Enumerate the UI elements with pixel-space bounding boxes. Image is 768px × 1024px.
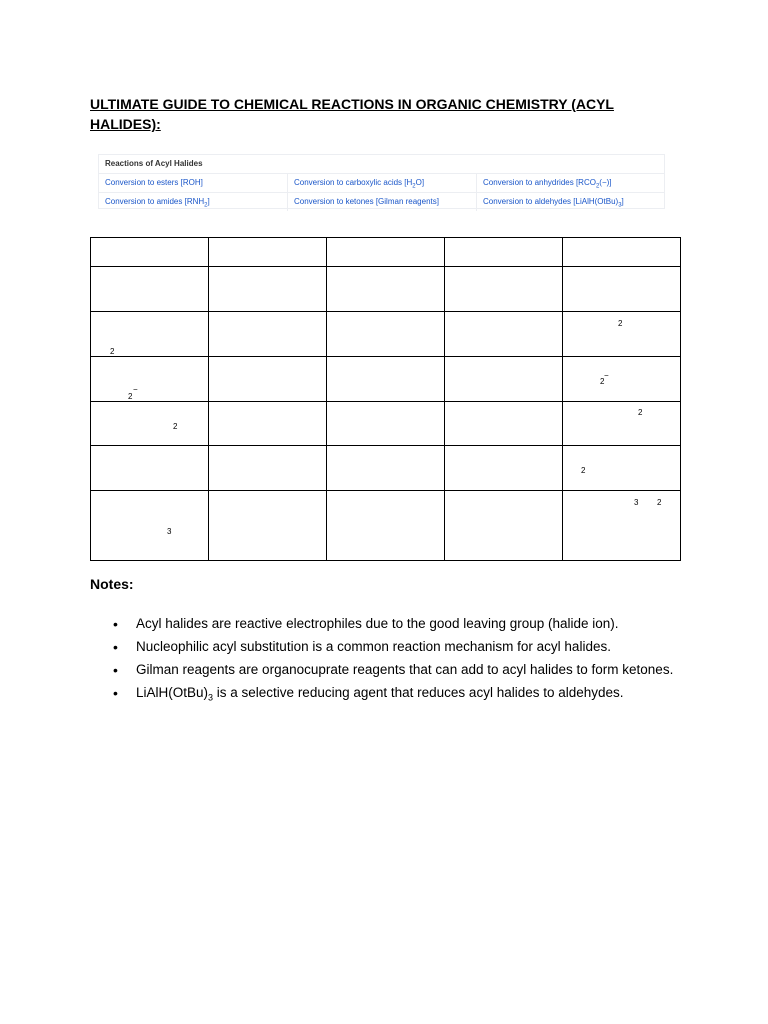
link-esters[interactable]: Conversion to esters [ROH] bbox=[99, 174, 288, 192]
bullet-icon: • bbox=[113, 639, 118, 655]
list-item bbox=[90, 637, 680, 657]
subscript-fragment: 2 bbox=[581, 466, 586, 475]
table-row bbox=[91, 402, 681, 446]
link-carboxylic-acids[interactable] bbox=[288, 174, 477, 192]
table-row bbox=[91, 238, 681, 267]
bullet-icon: • bbox=[113, 662, 118, 678]
table-cell bbox=[91, 491, 209, 561]
notes-heading: Notes: bbox=[90, 576, 134, 592]
table-cell bbox=[209, 267, 327, 312]
nav-row bbox=[99, 174, 664, 193]
table-cell bbox=[209, 446, 327, 491]
table-cell bbox=[563, 267, 681, 312]
table-cell bbox=[327, 491, 445, 561]
table-cell bbox=[445, 402, 563, 446]
subscript-fragment: 2 bbox=[657, 498, 662, 507]
table-cell bbox=[563, 491, 681, 561]
link-amides[interactable] bbox=[99, 193, 288, 211]
table-row bbox=[91, 312, 681, 357]
link-text: Conversion to anhydrides [RCO bbox=[483, 178, 596, 187]
link-anhydrides[interactable] bbox=[477, 174, 664, 192]
table-cell bbox=[91, 312, 209, 357]
table-cell bbox=[445, 491, 563, 561]
link-aldehydes[interactable] bbox=[477, 193, 664, 211]
subscript-fragment: 2 bbox=[173, 422, 178, 431]
table-cell bbox=[563, 238, 681, 267]
page-title: ULTIMATE GUIDE TO CHEMICAL REACTIONS IN ORGANIC CHEMISTRY (ACYL HALIDES): bbox=[90, 96, 614, 132]
subscript-fragment: 2 bbox=[638, 408, 643, 417]
table-cell bbox=[91, 238, 209, 267]
table-cell bbox=[209, 402, 327, 446]
subscript: 3 bbox=[208, 692, 214, 703]
table-row bbox=[91, 267, 681, 312]
charge-fragment: − bbox=[604, 371, 609, 380]
table-cell bbox=[327, 238, 445, 267]
subscript-fragment: 2 bbox=[600, 377, 605, 386]
table-cell bbox=[563, 312, 681, 357]
link-text: Conversion to amides [RNH bbox=[105, 197, 205, 206]
subscript-fragment: 3 bbox=[167, 527, 172, 536]
link-text: O] bbox=[415, 178, 425, 187]
table-cell bbox=[445, 238, 563, 267]
subscript-fragment: 3 bbox=[634, 498, 639, 507]
subscript-fragment: 2 bbox=[128, 392, 133, 401]
table-cell bbox=[563, 446, 681, 491]
nav-row bbox=[99, 193, 664, 211]
table-cell bbox=[445, 312, 563, 357]
link-text: (−)] bbox=[599, 178, 612, 187]
list-item bbox=[90, 614, 680, 634]
subscript: 3 bbox=[618, 202, 622, 209]
link-text: ] bbox=[621, 197, 624, 206]
table-cell bbox=[445, 446, 563, 491]
link-text: Conversion to aldehydes [LiAlH(OtBu) bbox=[483, 197, 619, 206]
table-cell bbox=[209, 238, 327, 267]
reactions-nav-box bbox=[98, 154, 665, 209]
table-row bbox=[91, 357, 681, 402]
table-row bbox=[91, 446, 681, 491]
nav-box-heading: Reactions of Acyl Halides bbox=[99, 155, 664, 174]
subscript-fragment: 2 bbox=[618, 319, 623, 328]
charge-fragment: − bbox=[133, 385, 138, 394]
table-cell bbox=[209, 357, 327, 402]
bullet-icon: • bbox=[113, 685, 118, 701]
table-cell bbox=[563, 357, 681, 402]
table-cell bbox=[209, 312, 327, 357]
table-cell bbox=[327, 267, 445, 312]
list-item bbox=[90, 660, 680, 680]
bullet-icon: • bbox=[113, 616, 118, 632]
table-cell bbox=[563, 402, 681, 446]
table-cell bbox=[91, 446, 209, 491]
link-ketones[interactable]: Conversion to ketones [Gilman reagents] bbox=[288, 193, 477, 211]
table-cell bbox=[209, 491, 327, 561]
table-cell bbox=[91, 357, 209, 402]
note-text: Gilman reagents are organocuprate reagents that can add to acyl halides to form ketones. bbox=[136, 662, 674, 677]
link-text: Conversion to carboxylic acids [H bbox=[294, 178, 413, 187]
table-cell bbox=[327, 357, 445, 402]
notes-list bbox=[90, 614, 680, 711]
note-text: Acyl halides are reactive electrophiles due to the good leaving group (halide ion). bbox=[136, 616, 619, 631]
table-cell bbox=[327, 402, 445, 446]
list-item bbox=[90, 683, 680, 708]
table-cell bbox=[445, 267, 563, 312]
table-cell bbox=[91, 267, 209, 312]
link-text: ] bbox=[207, 197, 210, 206]
reactions-table bbox=[90, 237, 681, 561]
note-text: LiAlH(OtBu) bbox=[136, 685, 209, 700]
table-row bbox=[91, 491, 681, 561]
subscript: 2 bbox=[204, 202, 208, 209]
note-text: Nucleophilic acyl substitution is a common reaction mechanism for acyl halides. bbox=[136, 639, 611, 654]
table-cell bbox=[91, 402, 209, 446]
table-cell bbox=[327, 312, 445, 357]
subscript-fragment: 2 bbox=[110, 347, 115, 356]
subscript: 2 bbox=[595, 183, 600, 190]
subscript: 2 bbox=[412, 183, 416, 190]
table-cell bbox=[445, 357, 563, 402]
note-text: is a selective reducing agent that reduces acyl halides to aldehydes. bbox=[213, 685, 624, 700]
table-cell bbox=[327, 446, 445, 491]
